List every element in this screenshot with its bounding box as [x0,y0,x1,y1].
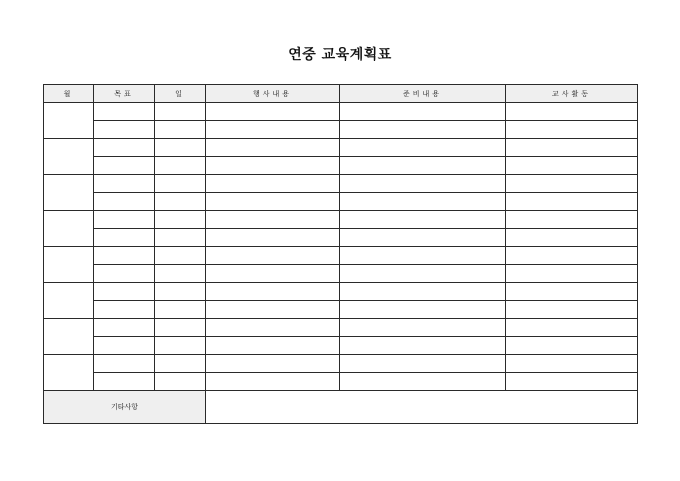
header-teacher-activity: 교사활동 [506,85,638,103]
goal-cell[interactable] [94,193,155,211]
table-row [44,337,638,355]
event-content-cell[interactable] [206,247,340,265]
table-row [44,121,638,139]
month-cell[interactable] [44,139,94,175]
table-row [44,193,638,211]
preparation-content-cell[interactable] [340,337,506,355]
teacher-activity-cell[interactable] [506,247,638,265]
teacher-activity-cell[interactable] [506,157,638,175]
preparation-content-cell[interactable] [340,139,506,157]
day-cell[interactable] [155,103,206,121]
month-cell[interactable] [44,175,94,211]
teacher-activity-cell[interactable] [506,301,638,319]
preparation-content-cell[interactable] [340,373,506,391]
header-month: 월 [44,85,94,103]
goal-cell[interactable] [94,229,155,247]
month-cell[interactable] [44,355,94,391]
day-cell[interactable] [155,265,206,283]
event-content-cell[interactable] [206,337,340,355]
preparation-content-cell[interactable] [340,121,506,139]
preparation-content-cell[interactable] [340,211,506,229]
table-row [44,373,638,391]
preparation-content-cell[interactable] [340,265,506,283]
goal-cell[interactable] [94,337,155,355]
event-content-cell[interactable] [206,121,340,139]
goal-cell[interactable] [94,355,155,373]
table-row [44,139,638,157]
etc-label: 기타사항 [44,391,206,424]
teacher-activity-cell[interactable] [506,355,638,373]
day-cell[interactable] [155,319,206,337]
preparation-content-cell[interactable] [340,229,506,247]
event-content-cell[interactable] [206,103,340,121]
goal-cell[interactable] [94,373,155,391]
event-content-cell[interactable] [206,373,340,391]
teacher-activity-cell[interactable] [506,265,638,283]
teacher-activity-cell[interactable] [506,121,638,139]
day-cell[interactable] [155,337,206,355]
preparation-content-cell[interactable] [340,103,506,121]
event-content-cell[interactable] [206,229,340,247]
preparation-content-cell[interactable] [340,319,506,337]
table-row [44,175,638,193]
table-row [44,157,638,175]
teacher-activity-cell[interactable] [506,319,638,337]
day-cell[interactable] [155,175,206,193]
event-content-cell[interactable] [206,211,340,229]
event-content-cell[interactable] [206,157,340,175]
table-row [44,355,638,373]
day-cell[interactable] [155,211,206,229]
goal-cell[interactable] [94,175,155,193]
goal-cell[interactable] [94,121,155,139]
day-cell[interactable] [155,193,206,211]
event-content-cell[interactable] [206,139,340,157]
footer-row [44,391,638,424]
teacher-activity-cell[interactable] [506,193,638,211]
preparation-content-cell[interactable] [340,157,506,175]
preparation-content-cell[interactable] [340,301,506,319]
day-cell[interactable] [155,157,206,175]
goal-cell[interactable] [94,157,155,175]
day-cell[interactable] [155,139,206,157]
goal-cell[interactable] [94,301,155,319]
table-row [44,319,638,337]
table-row [44,283,638,301]
goal-cell[interactable] [94,211,155,229]
teacher-activity-cell[interactable] [506,283,638,301]
header-day: 일 [155,85,206,103]
teacher-activity-cell[interactable] [506,373,638,391]
goal-cell[interactable] [94,319,155,337]
annual-plan-table [43,84,638,424]
day-cell[interactable] [155,373,206,391]
event-content-cell[interactable] [206,355,340,373]
event-content-cell[interactable] [206,283,340,301]
header-goal: 목표 [94,85,155,103]
event-content-cell[interactable] [206,193,340,211]
day-cell[interactable] [155,355,206,373]
header-preparation-content: 준비내용 [340,85,506,103]
table-row [44,247,638,265]
table-row [44,103,638,121]
event-content-cell[interactable] [206,175,340,193]
month-cell[interactable] [44,103,94,139]
day-cell[interactable] [155,301,206,319]
plan-body [44,103,638,424]
preparation-content-cell[interactable] [340,175,506,193]
preparation-content-cell[interactable] [340,283,506,301]
teacher-activity-cell[interactable] [506,211,638,229]
teacher-activity-cell[interactable] [506,229,638,247]
event-content-cell[interactable] [206,319,340,337]
day-cell[interactable] [155,121,206,139]
document-title: 연중 교육계획표 [288,47,392,63]
preparation-content-cell[interactable] [340,247,506,265]
header-row [44,85,638,103]
month-cell[interactable] [44,211,94,247]
table-row [44,301,638,319]
month-cell[interactable] [44,247,94,283]
table-row [44,211,638,229]
etc-content-cell[interactable] [206,391,638,424]
month-cell[interactable] [44,283,94,319]
goal-cell[interactable] [94,265,155,283]
table-row [44,229,638,247]
event-content-cell[interactable] [206,301,340,319]
teacher-activity-cell[interactable] [506,103,638,121]
goal-cell[interactable] [94,103,155,121]
day-cell[interactable] [155,247,206,265]
table-row [44,265,638,283]
goal-cell[interactable] [94,247,155,265]
day-cell[interactable] [155,229,206,247]
header-event-content: 행사내용 [206,85,340,103]
goal-cell[interactable] [94,139,155,157]
teacher-activity-cell[interactable] [506,337,638,355]
month-cell[interactable] [44,319,94,355]
day-cell[interactable] [155,283,206,301]
teacher-activity-cell[interactable] [506,139,638,157]
goal-cell[interactable] [94,283,155,301]
event-content-cell[interactable] [206,265,340,283]
preparation-content-cell[interactable] [340,193,506,211]
preparation-content-cell[interactable] [340,355,506,373]
teacher-activity-cell[interactable] [506,175,638,193]
